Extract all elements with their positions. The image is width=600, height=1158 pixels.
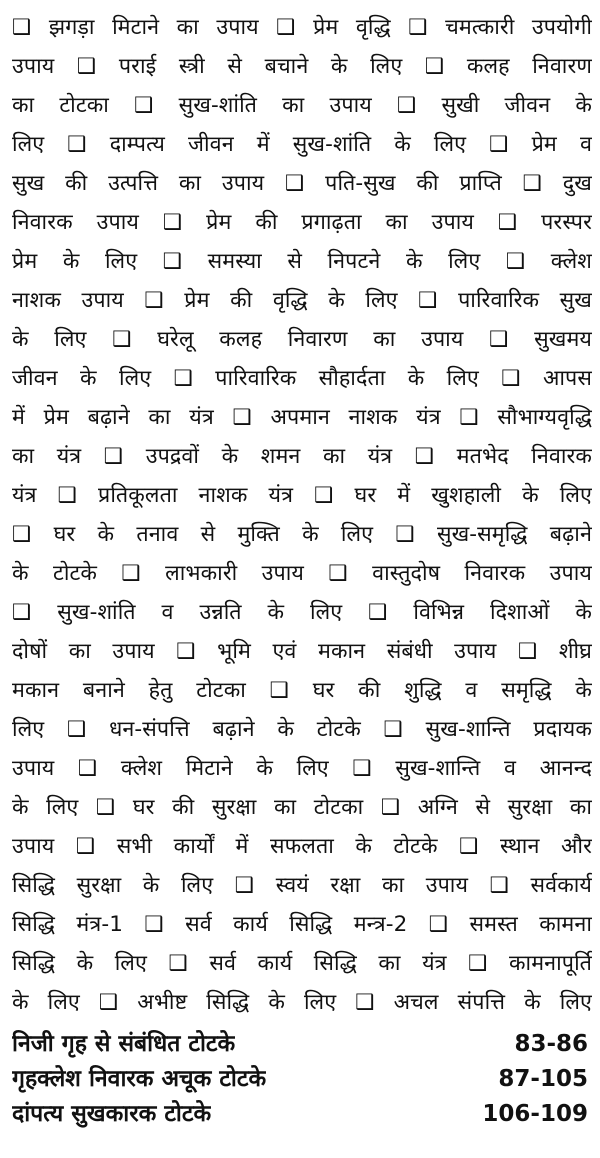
subtopic-line: सिद्धि के लिए ❑ सर्व कार्य सिद्धि का यंत्र ❑ कामनापूर्ति <box>12 951 592 976</box>
section-page-range: 83-86 <box>514 1031 588 1057</box>
section-page-range: 106-109 <box>482 1101 588 1127</box>
subtopic-line: के लिए ❑ घर की सुरक्षा का टोटका ❑ अग्नि से सुरक्षा का <box>12 795 592 820</box>
section-entry <box>12 1027 592 1062</box>
subtopic-line: प्रेम के लिए ❑ समस्या से निपटने के लिए ❑ क्लेश <box>12 249 592 274</box>
subtopic-line: सुख की उत्पत्ति का उपाय ❑ पति-सुख की प्राप्ति ❑ दुख <box>12 171 592 196</box>
subtopic-line: नाशक उपाय ❑ प्रेम की वृद्धि के लिए ❑ पारिवारिक सुख <box>12 288 592 313</box>
subtopic-line: सिद्धि सुरक्षा के लिए ❑ स्वयं रक्षा का उपाय ❑ सर्वकार्य <box>12 873 592 898</box>
subtopic-list <box>12 8 592 1022</box>
subtopic-line: निवारक उपाय ❑ प्रेम की प्रगाढ़ता का उपाय ❑ परस्पर <box>12 210 592 235</box>
subtopic-line: का यंत्र ❑ उपद्रवों के शमन का यंत्र ❑ मतभेद निवारक <box>12 444 592 469</box>
subtopic-line: ❑ घर के तनाव से मुक्ति के लिए ❑ सुख-समृद्धि बढ़ाने <box>12 522 592 547</box>
subtopic-line: में प्रेम बढ़ाने का यंत्र ❑ अपमान नाशक यंत्र ❑ सौभाग्यवृद्धि <box>12 405 592 430</box>
subtopic-line: उपाय ❑ सभी कार्यों में सफलता के टोटके ❑ स्थान और <box>12 834 592 859</box>
section-title: गृहक्लेश निवारक अचूक टोटके <box>12 1066 267 1092</box>
subtopic-line: के टोटके ❑ लाभकारी उपाय ❑ वास्तुदोष निवारक उपाय <box>12 561 592 586</box>
subtopic-line: सिद्धि मंत्र-1 ❑ सर्व कार्य सिद्धि मन्त्र-2 ❑ समस्त कामना <box>12 912 592 937</box>
section-list <box>12 1027 592 1132</box>
section-entry <box>12 1097 592 1132</box>
subtopic-line: दोषों का उपाय ❑ भूमि एवं मकान संबंधी उपाय ❑ शीघ्र <box>12 639 592 664</box>
subtopic-line: के लिए ❑ अभीष्ट सिद्धि के लिए ❑ अचल संपत्ति के लिए <box>12 990 592 1015</box>
section-page-range: 87-105 <box>498 1066 588 1092</box>
subtopic-line: उपाय ❑ क्लेश मिटाने के लिए ❑ सुख-शान्ति व आनन्द <box>12 756 592 781</box>
section-entry <box>12 1062 592 1097</box>
subtopic-line: मकान बनाने हेतु टोटका ❑ घर की शुद्धि व समृद्धि के <box>12 678 592 703</box>
subtopic-line: के लिए ❑ घरेलू कलह निवारण का उपाय ❑ सुखमय <box>12 327 592 352</box>
subtopic-line: लिए ❑ दाम्पत्य जीवन में सुख-शांति के लिए ❑ प्रेम व <box>12 132 592 157</box>
subtopic-line: ❑ झगड़ा मिटाने का उपाय ❑ प्रेम वृद्धि ❑ चमत्कारी उपयोगी <box>12 15 592 40</box>
subtopic-line: ❑ सुख-शांति व उन्नति के लिए ❑ विभिन्न दिशाओं के <box>12 600 592 625</box>
section-title: निजी गृह से संबंधित टोटके <box>12 1031 236 1057</box>
subtopic-line: यंत्र ❑ प्रतिकूलता नाशक यंत्र ❑ घर में खुशहाली के लिए <box>12 483 592 508</box>
section-title: दांपत्य सुखकारक टोटके <box>12 1101 212 1127</box>
subtopic-line: उपाय ❑ पराई स्त्री से बचाने के लिए ❑ कलह निवारण <box>12 54 592 79</box>
subtopic-line: जीवन के लिए ❑ पारिवारिक सौहार्दता के लिए ❑ आपस <box>12 366 592 391</box>
subtopic-line: का टोटका ❑ सुख-शांति का उपाय ❑ सुखी जीवन के <box>12 93 592 118</box>
subtopic-line: लिए ❑ धन-संपत्ति बढ़ाने के टोटके ❑ सुख-शान्ति प्रदायक <box>12 717 592 742</box>
